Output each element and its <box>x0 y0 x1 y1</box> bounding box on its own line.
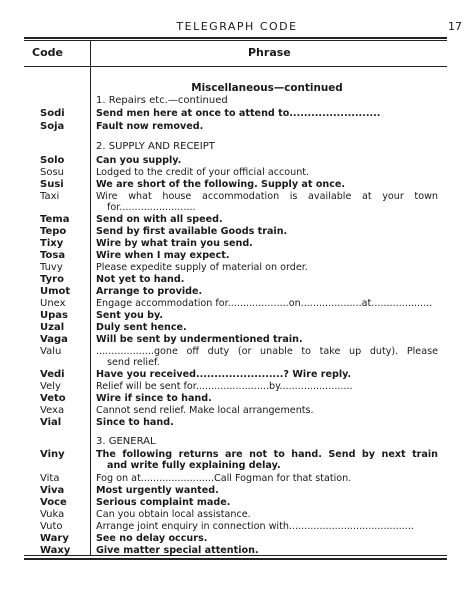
code-vexa: Vexa <box>40 405 65 416</box>
phrase-vita: Fog on at........................Call Fogman for that station. <box>96 473 352 484</box>
phrase-vaga: Will be sent by undermentioned train. <box>96 334 303 345</box>
phrase-vely: Relief will be sent for........................by........................ <box>96 381 353 392</box>
phrase-vial: Since to hand. <box>96 417 174 428</box>
phrase-tema: Send on with all speed. <box>96 214 223 225</box>
phrase-viny-continued: and write fully explaining delay. <box>107 460 281 471</box>
phrase-tuvy: Please expedite supply of material on order. <box>96 262 308 273</box>
code-tuvy: Tuvy <box>40 262 63 273</box>
code-vuka: Vuka <box>40 509 65 520</box>
phrase-uzal: Duly sent hence. <box>96 322 187 333</box>
phrase-waxy: Give matter special attention. <box>96 545 259 556</box>
section-supply-heading: 2. SUPPLY AND RECEIPT <box>96 141 215 152</box>
code-sosu: Sosu <box>40 167 65 178</box>
phrase-taxi-continued: for......................... <box>107 202 196 213</box>
phrase-vuka: Can you obtain local assistance. <box>96 509 251 520</box>
code-sodi: Sodi <box>40 108 65 119</box>
phrase-tepo: Send by first available Goods train. <box>96 226 288 237</box>
phrase-vuto: Arrange joint enquiry in connection with......................................... <box>96 521 414 532</box>
code-column-header: Code <box>32 46 63 59</box>
miscellaneous-heading: Miscellaneous—continued <box>191 82 343 94</box>
section-general-heading: 3. GENERAL <box>96 436 156 447</box>
phrase-wary: See no delay occurs. <box>96 533 208 544</box>
phrase-sodi: Send men here at once to attend to......................... <box>96 108 381 119</box>
code-taxi: Taxi <box>40 191 60 202</box>
code-vely: Vely <box>40 381 61 392</box>
bottom-rule <box>24 558 447 560</box>
code-viny: Viny <box>40 449 65 460</box>
phrase-column-header: Phrase <box>248 46 291 59</box>
bottom-rule-thin <box>24 555 447 556</box>
top-rule-thin <box>24 40 447 41</box>
phrase-taxi: Wire what house accommodation is available at your town <box>96 191 438 202</box>
phrase-viny: The following returns are not to hand. Send by next train <box>96 449 438 460</box>
phrase-vexa: Cannot send relief. Make local arrangements. <box>96 405 314 416</box>
top-rule <box>24 37 447 39</box>
code-solo: Solo <box>40 155 65 166</box>
code-valu: Valu <box>40 346 62 357</box>
phrase-soja: Fault now removed. <box>96 121 204 132</box>
code-waxy: Waxy <box>40 545 71 556</box>
phrase-vedi: Have you received........................? Wire reply. <box>96 369 352 380</box>
code-veto: Veto <box>40 393 66 404</box>
code-upas: Upas <box>40 310 68 321</box>
code-vita: Vita <box>40 473 60 484</box>
code-vial: Vial <box>40 417 62 428</box>
code-tepo: Tepo <box>40 226 67 237</box>
code-susi: Susi <box>40 179 64 190</box>
code-viva: Viva <box>40 485 65 496</box>
phrase-upas: Sent you by. <box>96 310 164 321</box>
phrase-valu-continued: send relief. <box>107 357 160 368</box>
column-divider <box>90 41 91 555</box>
code-vaga: Vaga <box>40 334 68 345</box>
phrase-solo: Can you supply. <box>96 155 182 166</box>
phrase-tixy: Wire by what train you send. <box>96 238 253 249</box>
code-tema: Tema <box>40 214 70 225</box>
phrase-susi: We are short of the following. Supply at once. <box>96 179 346 190</box>
code-wary: Wary <box>40 533 69 544</box>
code-vedi: Vedi <box>40 369 65 380</box>
code-unex: Unex <box>40 298 66 309</box>
code-tyro: Tyro <box>40 274 64 285</box>
phrase-viva: Most urgently wanted. <box>96 485 219 496</box>
header-rule <box>24 66 447 67</box>
phrase-veto: Wire if since to hand. <box>96 393 212 404</box>
phrase-valu: ...................gone off duty (or unable to take up duty). Please <box>96 346 438 357</box>
code-tosa: Tosa <box>40 250 66 261</box>
phrase-tyro: Not yet to hand. <box>96 274 185 285</box>
code-umot: Umot <box>40 286 71 297</box>
code-voce: Voce <box>40 497 67 508</box>
phrase-umot: Arrange to provide. <box>96 286 203 297</box>
page-number: 17 <box>448 20 462 33</box>
code-soja: Soja <box>40 121 65 132</box>
phrase-unex: Engage accommodation for....................on....................at.................... <box>96 298 433 309</box>
page-title: TELEGRAPH CODE <box>176 20 298 33</box>
code-uzal: Uzal <box>40 322 65 333</box>
code-tixy: Tixy <box>40 238 64 249</box>
phrase-voce: Serious complaint made. <box>96 497 231 508</box>
phrase-tosa: Wire when I may expect. <box>96 250 230 261</box>
phrase-sosu: Lodged to the credit of your official account. <box>96 167 310 178</box>
section-repairs-heading: 1. Repairs etc.—continued <box>96 95 228 106</box>
code-vuto: Vuto <box>40 521 63 532</box>
